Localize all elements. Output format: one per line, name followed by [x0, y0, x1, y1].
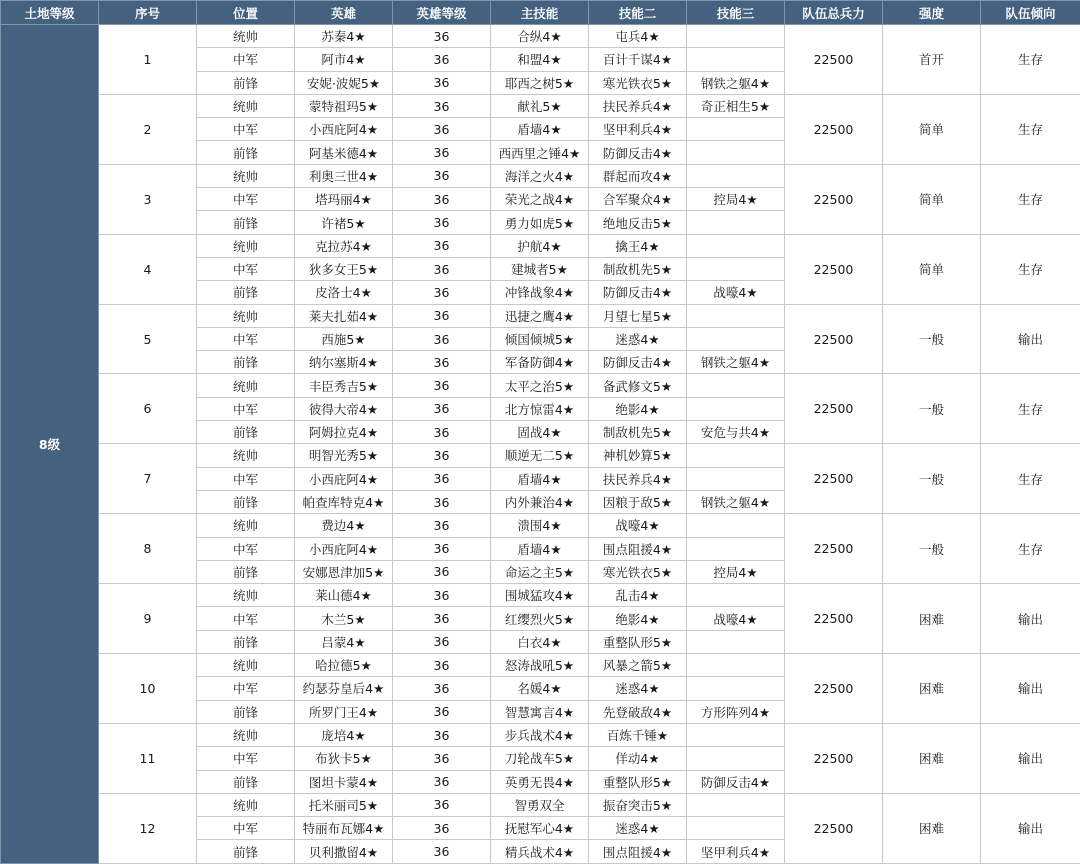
main-skill-cell: 溃围4★ — [491, 514, 589, 537]
hero-level-cell: 36 — [393, 351, 491, 374]
skill-two-cell: 坚甲利兵4★ — [589, 118, 687, 141]
main-skill-cell: 建城者5★ — [491, 257, 589, 280]
strength-cell: 简单 — [883, 234, 981, 304]
hero-level-cell: 36 — [393, 304, 491, 327]
skill-three-cell — [687, 25, 785, 48]
main-skill-cell: 固战4★ — [491, 421, 589, 444]
hero-level-cell: 36 — [393, 421, 491, 444]
skill-two-cell: 乱击4★ — [589, 584, 687, 607]
strength-cell: 困难 — [883, 584, 981, 654]
hero-cell: 皮洛士4★ — [295, 281, 393, 304]
skill-three-cell — [687, 630, 785, 653]
position-cell: 前锋 — [197, 141, 295, 164]
position-cell: 统帅 — [197, 164, 295, 187]
skill-three-cell — [687, 118, 785, 141]
skill-three-cell — [687, 584, 785, 607]
skill-two-cell: 扶民养兵4★ — [589, 467, 687, 490]
hero-cell: 阿市4★ — [295, 48, 393, 71]
hero-level-cell: 36 — [393, 188, 491, 211]
header-hero: 英雄 — [295, 1, 393, 25]
hero-level-cell: 36 — [393, 467, 491, 490]
skill-three-cell — [687, 654, 785, 677]
team-number-cell: 5 — [99, 304, 197, 374]
skill-three-cell — [687, 677, 785, 700]
position-cell: 中军 — [197, 118, 295, 141]
hero-cell: 托米丽司5★ — [295, 793, 393, 816]
main-skill-cell: 献礼5★ — [491, 94, 589, 117]
skill-three-cell: 方形阵列4★ — [687, 700, 785, 723]
header-skill-two: 技能二 — [589, 1, 687, 25]
skill-three-cell: 战嚎4★ — [687, 281, 785, 304]
skill-three-cell — [687, 141, 785, 164]
team-number-cell: 10 — [99, 654, 197, 724]
hero-level-cell: 36 — [393, 537, 491, 560]
hero-cell: 彼得大帝4★ — [295, 397, 393, 420]
hero-level-cell: 36 — [393, 700, 491, 723]
hero-cell: 帕查库特克4★ — [295, 490, 393, 513]
strength-cell: 困难 — [883, 654, 981, 724]
table-row — [1, 654, 1080, 677]
team-number-cell: 1 — [99, 25, 197, 95]
position-cell: 中军 — [197, 747, 295, 770]
total-troops-cell: 22500 — [785, 723, 883, 793]
table-row — [1, 374, 1080, 397]
skill-two-cell: 防御反击4★ — [589, 351, 687, 374]
skill-three-cell — [687, 747, 785, 770]
skill-three-cell — [687, 234, 785, 257]
strength-cell: 一般 — [883, 514, 981, 584]
strength-cell: 困难 — [883, 793, 981, 863]
strength-cell: 一般 — [883, 444, 981, 514]
main-skill-cell: 迅捷之鹰4★ — [491, 304, 589, 327]
table-row — [1, 584, 1080, 607]
tendency-cell: 生存 — [981, 234, 1080, 304]
hero-cell: 吕蒙4★ — [295, 630, 393, 653]
main-skill-cell: 白衣4★ — [491, 630, 589, 653]
total-troops-cell: 22500 — [785, 584, 883, 654]
hero-cell: 木兰5★ — [295, 607, 393, 630]
skill-two-cell: 制敌机先5★ — [589, 421, 687, 444]
main-skill-cell: 海洋之火4★ — [491, 164, 589, 187]
tendency-cell: 生存 — [981, 164, 1080, 234]
hero-level-cell: 36 — [393, 723, 491, 746]
hero-level-cell: 36 — [393, 793, 491, 816]
strength-cell: 简单 — [883, 94, 981, 164]
hero-cell: 贝利撒留4★ — [295, 840, 393, 863]
skill-two-cell: 风暴之箭5★ — [589, 654, 687, 677]
team-number-cell: 3 — [99, 164, 197, 234]
skill-three-cell: 控局4★ — [687, 188, 785, 211]
hero-cell: 安妮·波妮5★ — [295, 71, 393, 94]
table-row — [1, 723, 1080, 746]
hero-level-cell: 36 — [393, 211, 491, 234]
main-skill-cell: 盾墙4★ — [491, 537, 589, 560]
skill-two-cell: 迷惑4★ — [589, 817, 687, 840]
main-skill-cell: 命运之主5★ — [491, 560, 589, 583]
hero-cell: 许褚5★ — [295, 211, 393, 234]
position-cell: 中军 — [197, 327, 295, 350]
hero-level-cell: 36 — [393, 770, 491, 793]
position-cell: 统帅 — [197, 584, 295, 607]
tendency-cell: 输出 — [981, 584, 1080, 654]
skill-two-cell: 重整队形5★ — [589, 770, 687, 793]
position-cell: 中军 — [197, 467, 295, 490]
skill-two-cell: 围点阻援4★ — [589, 537, 687, 560]
header-land-level: 土地等级 — [1, 1, 99, 25]
skill-two-cell: 佯动4★ — [589, 747, 687, 770]
position-cell: 统帅 — [197, 514, 295, 537]
main-skill-cell: 太平之治5★ — [491, 374, 589, 397]
position-cell: 前锋 — [197, 421, 295, 444]
hero-cell: 苏秦4★ — [295, 25, 393, 48]
table-row — [1, 25, 1080, 48]
total-troops-cell: 22500 — [785, 793, 883, 863]
position-cell: 中军 — [197, 677, 295, 700]
position-cell: 中军 — [197, 48, 295, 71]
main-skill-cell: 智勇双全 — [491, 793, 589, 816]
skill-three-cell: 战嚎4★ — [687, 607, 785, 630]
hero-level-cell: 36 — [393, 397, 491, 420]
hero-cell: 阿基米德4★ — [295, 141, 393, 164]
hero-level-cell: 36 — [393, 607, 491, 630]
position-cell: 中军 — [197, 817, 295, 840]
position-cell: 统帅 — [197, 304, 295, 327]
hero-cell: 特丽布瓦娜4★ — [295, 817, 393, 840]
position-cell: 中军 — [197, 257, 295, 280]
skill-two-cell: 战嚎4★ — [589, 514, 687, 537]
skill-three-cell — [687, 327, 785, 350]
main-skill-cell: 刀轮战车5★ — [491, 747, 589, 770]
hero-level-cell: 36 — [393, 25, 491, 48]
hero-level-cell: 36 — [393, 141, 491, 164]
skill-two-cell: 绝影4★ — [589, 607, 687, 630]
header-strength: 强度 — [883, 1, 981, 25]
team-number-cell: 12 — [99, 793, 197, 863]
total-troops-cell: 22500 — [785, 94, 883, 164]
position-cell: 统帅 — [197, 654, 295, 677]
main-skill-cell: 抚慰军心4★ — [491, 817, 589, 840]
main-skill-cell: 步兵战术4★ — [491, 723, 589, 746]
skill-two-cell: 先登破敌4★ — [589, 700, 687, 723]
total-troops-cell: 22500 — [785, 654, 883, 724]
strength-cell: 困难 — [883, 723, 981, 793]
header-row — [1, 1, 1080, 25]
skill-two-cell: 迷惑4★ — [589, 327, 687, 350]
skill-two-cell: 围点阻援4★ — [589, 840, 687, 863]
total-troops-cell: 22500 — [785, 304, 883, 374]
main-skill-cell: 耶西之树5★ — [491, 71, 589, 94]
table-row — [1, 444, 1080, 467]
skill-three-cell — [687, 467, 785, 490]
skill-two-cell: 绝地反击5★ — [589, 211, 687, 234]
skill-two-cell: 屯兵4★ — [589, 25, 687, 48]
hero-cell: 庞培4★ — [295, 723, 393, 746]
hero-cell: 莱夫扎茹4★ — [295, 304, 393, 327]
skill-three-cell — [687, 304, 785, 327]
tendency-cell: 输出 — [981, 723, 1080, 793]
team-number-cell: 8 — [99, 514, 197, 584]
position-cell: 前锋 — [197, 211, 295, 234]
tendency-cell: 生存 — [981, 444, 1080, 514]
skill-three-cell — [687, 723, 785, 746]
position-cell: 前锋 — [197, 71, 295, 94]
main-skill-cell: 勇力如虎5★ — [491, 211, 589, 234]
table-row — [1, 304, 1080, 327]
position-cell: 统帅 — [197, 94, 295, 117]
skill-three-cell — [687, 211, 785, 234]
skill-two-cell: 合军聚众4★ — [589, 188, 687, 211]
table-row — [1, 793, 1080, 816]
hero-level-cell: 36 — [393, 747, 491, 770]
strength-cell: 简单 — [883, 164, 981, 234]
tendency-cell: 生存 — [981, 94, 1080, 164]
tendency-cell: 输出 — [981, 304, 1080, 374]
position-cell: 前锋 — [197, 560, 295, 583]
main-skill-cell: 和盟4★ — [491, 48, 589, 71]
skill-three-cell — [687, 374, 785, 397]
main-skill-cell: 顺逆无二5★ — [491, 444, 589, 467]
hero-level-cell: 36 — [393, 817, 491, 840]
skill-three-cell: 坚甲利兵4★ — [687, 840, 785, 863]
team-number-cell: 2 — [99, 94, 197, 164]
table-body — [1, 25, 1080, 864]
skill-three-cell — [687, 397, 785, 420]
header-total-troops: 队伍总兵力 — [785, 1, 883, 25]
hero-cell: 小西庇阿4★ — [295, 467, 393, 490]
team-number-cell: 7 — [99, 444, 197, 514]
position-cell: 前锋 — [197, 490, 295, 513]
tendency-cell: 输出 — [981, 654, 1080, 724]
skill-three-cell: 钢铁之躯4★ — [687, 490, 785, 513]
hero-level-cell: 36 — [393, 164, 491, 187]
skill-three-cell — [687, 164, 785, 187]
skill-two-cell: 百计千谋4★ — [589, 48, 687, 71]
hero-level-cell: 36 — [393, 118, 491, 141]
hero-cell: 安娜恩津加5★ — [295, 560, 393, 583]
position-cell: 统帅 — [197, 234, 295, 257]
main-skill-cell: 智慧寓言4★ — [491, 700, 589, 723]
skill-two-cell: 备武修文5★ — [589, 374, 687, 397]
main-skill-cell: 名媛4★ — [491, 677, 589, 700]
tendency-cell: 生存 — [981, 25, 1080, 95]
skill-two-cell: 制敌机先5★ — [589, 257, 687, 280]
total-troops-cell: 22500 — [785, 234, 883, 304]
main-skill-cell: 倾国倾城5★ — [491, 327, 589, 350]
hero-level-cell: 36 — [393, 257, 491, 280]
position-cell: 中军 — [197, 537, 295, 560]
header-index: 序号 — [99, 1, 197, 25]
table-header — [1, 1, 1080, 25]
main-skill-cell: 西西里之锤4★ — [491, 141, 589, 164]
skill-three-cell: 安危与共4★ — [687, 421, 785, 444]
skill-two-cell: 因粮于敌5★ — [589, 490, 687, 513]
skill-three-cell: 钢铁之躯4★ — [687, 351, 785, 374]
position-cell: 前锋 — [197, 770, 295, 793]
strength-cell: 首开 — [883, 25, 981, 95]
skill-three-cell: 奇正相生5★ — [687, 94, 785, 117]
skill-two-cell: 防御反击4★ — [589, 141, 687, 164]
skill-three-cell — [687, 817, 785, 840]
hero-cell: 布狄卡5★ — [295, 747, 393, 770]
land-level-cell: 8级 — [1, 25, 99, 864]
skill-three-cell — [687, 514, 785, 537]
skill-two-cell: 擒王4★ — [589, 234, 687, 257]
tendency-cell: 生存 — [981, 514, 1080, 584]
main-skill-cell: 内外兼治4★ — [491, 490, 589, 513]
skill-three-cell: 钢铁之躯4★ — [687, 71, 785, 94]
hero-cell: 明智光秀5★ — [295, 444, 393, 467]
hero-cell: 约瑟芬皇后4★ — [295, 677, 393, 700]
main-skill-cell: 围城猛攻4★ — [491, 584, 589, 607]
position-cell: 前锋 — [197, 700, 295, 723]
skill-three-cell — [687, 48, 785, 71]
hero-level-cell: 36 — [393, 490, 491, 513]
header-position: 位置 — [197, 1, 295, 25]
main-skill-cell: 军备防御4★ — [491, 351, 589, 374]
table-row — [1, 164, 1080, 187]
table-row — [1, 94, 1080, 117]
skill-two-cell: 寒光铁衣5★ — [589, 71, 687, 94]
skill-three-cell — [687, 257, 785, 280]
main-skill-cell: 荣光之战4★ — [491, 188, 589, 211]
main-skill-cell: 英勇无畏4★ — [491, 770, 589, 793]
position-cell: 中军 — [197, 188, 295, 211]
header-hero-level: 英雄等级 — [393, 1, 491, 25]
header-main-skill: 主技能 — [491, 1, 589, 25]
main-skill-cell: 北方惊雷4★ — [491, 397, 589, 420]
position-cell: 统帅 — [197, 793, 295, 816]
total-troops-cell: 22500 — [785, 514, 883, 584]
main-skill-cell: 红缨烈火5★ — [491, 607, 589, 630]
hero-cell: 费边4★ — [295, 514, 393, 537]
skill-three-cell — [687, 793, 785, 816]
skill-three-cell — [687, 444, 785, 467]
strength-cell: 一般 — [883, 374, 981, 444]
hero-cell: 阿姆拉克4★ — [295, 421, 393, 444]
position-cell: 前锋 — [197, 351, 295, 374]
hero-cell: 小西庇阿4★ — [295, 537, 393, 560]
hero-cell: 丰臣秀吉5★ — [295, 374, 393, 397]
team-number-cell: 4 — [99, 234, 197, 304]
position-cell: 中军 — [197, 607, 295, 630]
tendency-cell: 输出 — [981, 793, 1080, 863]
skill-two-cell: 绝影4★ — [589, 397, 687, 420]
position-cell: 统帅 — [197, 374, 295, 397]
hero-level-cell: 36 — [393, 374, 491, 397]
hero-cell: 图坦卡蒙4★ — [295, 770, 393, 793]
skill-two-cell: 扶民养兵4★ — [589, 94, 687, 117]
skill-three-cell — [687, 537, 785, 560]
main-skill-cell: 盾墙4★ — [491, 118, 589, 141]
skill-two-cell: 百炼千锤★ — [589, 723, 687, 746]
hero-level-cell: 36 — [393, 234, 491, 257]
main-skill-cell: 怒涛战吼5★ — [491, 654, 589, 677]
skill-two-cell: 迷惑4★ — [589, 677, 687, 700]
tendency-cell: 生存 — [981, 374, 1080, 444]
position-cell: 中军 — [197, 397, 295, 420]
header-tendency: 队伍倾向 — [981, 1, 1080, 25]
hero-cell: 克拉苏4★ — [295, 234, 393, 257]
total-troops-cell: 22500 — [785, 25, 883, 95]
hero-level-cell: 36 — [393, 584, 491, 607]
hero-level-cell: 36 — [393, 840, 491, 863]
position-cell: 前锋 — [197, 281, 295, 304]
total-troops-cell: 22500 — [785, 164, 883, 234]
position-cell: 前锋 — [197, 630, 295, 653]
position-cell: 统帅 — [197, 25, 295, 48]
skill-two-cell: 神机妙算5★ — [589, 444, 687, 467]
skill-two-cell: 重整队形5★ — [589, 630, 687, 653]
team-number-cell: 6 — [99, 374, 197, 444]
hero-cell: 利奥三世4★ — [295, 164, 393, 187]
skill-two-cell: 月望七星5★ — [589, 304, 687, 327]
hero-level-cell: 36 — [393, 48, 491, 71]
hero-cell: 所罗门王4★ — [295, 700, 393, 723]
hero-level-cell: 36 — [393, 71, 491, 94]
hero-level-cell: 36 — [393, 560, 491, 583]
hero-cell: 哈拉德5★ — [295, 654, 393, 677]
position-cell: 前锋 — [197, 840, 295, 863]
hero-level-cell: 36 — [393, 444, 491, 467]
hero-cell: 塔玛丽4★ — [295, 188, 393, 211]
skill-two-cell: 防御反击4★ — [589, 281, 687, 304]
table-row — [1, 234, 1080, 257]
main-skill-cell: 精兵战术4★ — [491, 840, 589, 863]
total-troops-cell: 22500 — [785, 374, 883, 444]
position-cell: 统帅 — [197, 723, 295, 746]
hero-cell: 蒙特祖玛5★ — [295, 94, 393, 117]
hero-level-cell: 36 — [393, 327, 491, 350]
main-skill-cell: 盾墙4★ — [491, 467, 589, 490]
hero-cell: 纳尔塞斯4★ — [295, 351, 393, 374]
skill-three-cell: 控局4★ — [687, 560, 785, 583]
team-number-cell: 11 — [99, 723, 197, 793]
total-troops-cell: 22500 — [785, 444, 883, 514]
skill-two-cell: 振奋突击5★ — [589, 793, 687, 816]
hero-level-cell: 36 — [393, 677, 491, 700]
hero-level-cell: 36 — [393, 630, 491, 653]
header-skill-three: 技能三 — [687, 1, 785, 25]
hero-level-cell: 36 — [393, 94, 491, 117]
position-cell: 统帅 — [197, 444, 295, 467]
hero-level-cell: 36 — [393, 514, 491, 537]
hero-cell: 莱山德4★ — [295, 584, 393, 607]
hero-cell: 西施5★ — [295, 327, 393, 350]
skill-three-cell: 防御反击4★ — [687, 770, 785, 793]
hero-cell: 狄多女王5★ — [295, 257, 393, 280]
main-skill-cell: 合纵4★ — [491, 25, 589, 48]
team-number-cell: 9 — [99, 584, 197, 654]
hero-level-cell: 36 — [393, 654, 491, 677]
main-skill-cell: 护航4★ — [491, 234, 589, 257]
hero-cell: 小西庇阿4★ — [295, 118, 393, 141]
hero-level-cell: 36 — [393, 281, 491, 304]
main-skill-cell: 冲锋战象4★ — [491, 281, 589, 304]
table-row — [1, 514, 1080, 537]
skill-two-cell: 寒光铁衣5★ — [589, 560, 687, 583]
strength-cell: 一般 — [883, 304, 981, 374]
skill-two-cell: 群起而攻4★ — [589, 164, 687, 187]
